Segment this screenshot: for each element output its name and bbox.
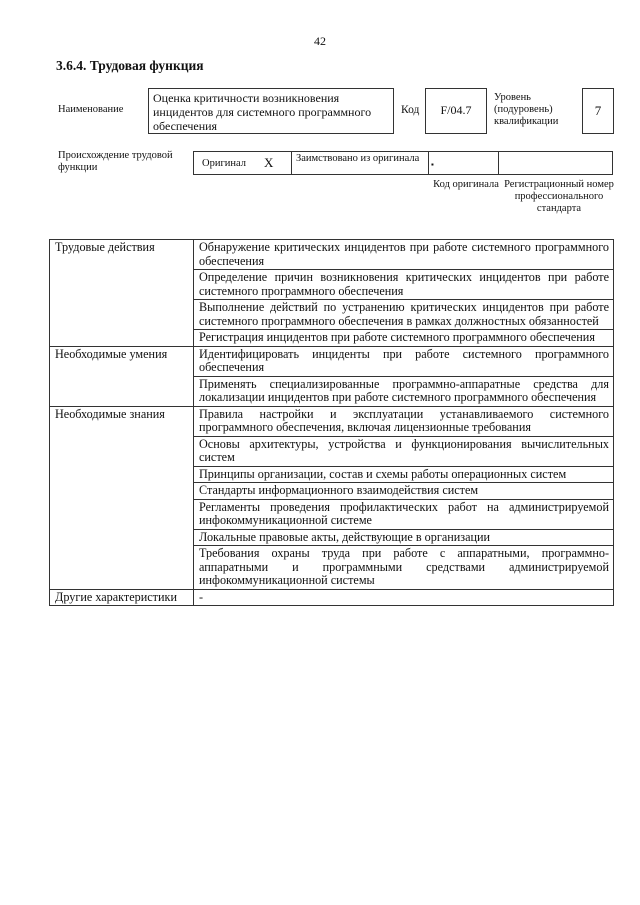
description-cell: Основы архитектуры, устройства и функционирования вычислительных систем — [194, 436, 614, 466]
table-row — [50, 330, 614, 347]
description-cell: Стандарты информационного взаимодействия систем — [194, 483, 614, 500]
category-cell — [50, 483, 194, 500]
section-title: 3.6.4. Трудовая функция — [56, 58, 204, 73]
category-cell — [50, 270, 194, 300]
description-cell: Применять специализированные программно-аппаратные средства для локализации инцидентов при работе системного программного обеспечения — [194, 376, 614, 406]
original-label: Оригинал — [202, 158, 246, 169]
reg-number-cell — [499, 152, 612, 174]
description-cell: Обнаружение критических инцидентов при работе системного программного обеспечения — [194, 240, 614, 270]
name-value: Оценка критичности возникновения инцидентов для системного программного обеспечения — [148, 88, 394, 134]
name-label: Наименование — [58, 104, 124, 115]
origin-row — [193, 151, 613, 175]
borrowed-cell — [292, 152, 429, 174]
category-cell — [50, 466, 194, 483]
description-cell: - — [194, 589, 614, 606]
table-row — [50, 529, 614, 546]
original-cell — [194, 152, 292, 174]
table-row — [50, 466, 614, 483]
category-cell — [50, 529, 194, 546]
category-cell — [50, 300, 194, 330]
category-cell: Необходимые умения — [50, 346, 194, 376]
table-row — [50, 300, 614, 330]
table-row — [50, 436, 614, 466]
table-row — [50, 546, 614, 590]
category-cell: Другие характеристики — [50, 589, 194, 606]
table-row — [50, 346, 614, 376]
table-row — [50, 376, 614, 406]
category-cell — [50, 499, 194, 529]
description-cell: Локальные правовые акты, действующие в организации — [194, 529, 614, 546]
description-cell: Регистрация инцидентов при работе системного программного обеспечения — [194, 330, 614, 347]
page-number: 42 — [314, 34, 326, 48]
category-cell: Необходимые знания — [50, 406, 194, 436]
qualification-level-label: Уровень (подуровень) квалификации — [494, 92, 559, 127]
table-row — [50, 499, 614, 529]
tick-mark-icon: ▪ — [431, 160, 434, 169]
code-of-original-cell — [429, 152, 499, 174]
description-cell: Определение причин возникновения критических инцидентов при работе системного программного обеспечения — [194, 270, 614, 300]
category-cell — [50, 330, 194, 347]
code-of-original-label: Код оригинала — [433, 179, 499, 190]
description-cell: Регламенты проведения профилактических работ на администрируемой инфокоммуникационной системе — [194, 499, 614, 529]
category-cell: Трудовые действия — [50, 240, 194, 270]
category-cell — [50, 436, 194, 466]
code-label: Код — [401, 104, 420, 116]
code-value: F/04.7 — [425, 88, 487, 134]
category-cell — [50, 546, 194, 590]
table-row — [50, 270, 614, 300]
table-row — [50, 483, 614, 500]
description-cell: Требования охраны труда при работе с аппаратными, программно-аппаратными и программными средствами администрируемой инфокоммуникационной системы — [194, 546, 614, 590]
qualification-level-value: 7 — [582, 88, 614, 134]
original-mark: X — [264, 155, 274, 170]
labor-function-table — [49, 239, 614, 606]
table-row — [50, 406, 614, 436]
table-row — [50, 589, 614, 606]
reg-number-label: Регистрационный номер профессионального стандарта — [504, 179, 614, 214]
origin-label: Происхождение трудовой функции — [58, 150, 173, 173]
description-cell: Выполнение действий по устранению критических инцидентов при работе системного программного обеспечения в рамках должностных обязанностей — [194, 300, 614, 330]
borrowed-label: Заимствовано из оригинала — [296, 153, 420, 164]
description-cell: Правила настройки и эксплуатации устанавливаемого системного программного обеспечения, включая лицензионные требования — [194, 406, 614, 436]
category-cell — [50, 376, 194, 406]
table-row — [50, 240, 614, 270]
description-cell: Принципы организации, состав и схемы работы операционных систем — [194, 466, 614, 483]
description-cell: Идентифицировать инциденты при работе системного программного обеспечения — [194, 346, 614, 376]
